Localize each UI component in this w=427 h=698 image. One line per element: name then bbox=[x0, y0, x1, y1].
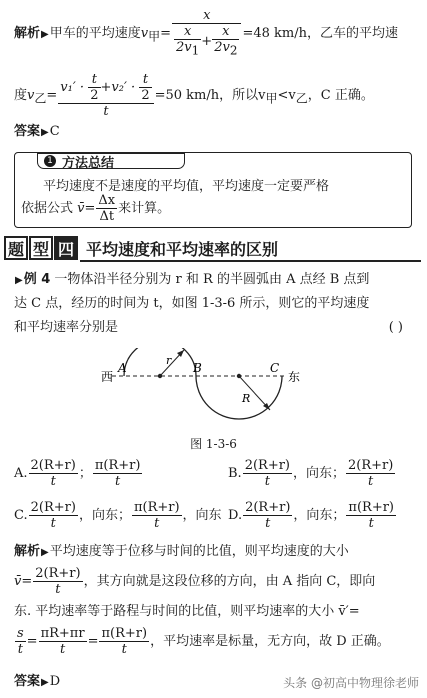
example-line1: ▶例 4 一物体沿半径分别为 r 和 R 的半圆弧由 A 点经 B 点到 bbox=[15, 272, 370, 287]
label-r: r bbox=[166, 354, 172, 367]
option-D[interactable]: D. $\frac{2(R+r)}{t}$ ，向东； $\frac{\pi(R+r)}{t}$ bbox=[228, 500, 395, 531]
label-B: B bbox=[193, 361, 202, 375]
triangle-icon: ▶ bbox=[15, 275, 23, 286]
option-A[interactable]: A. $\frac{2(R+r)}{t}$ ； $\frac{\pi(R+r)}{t}$ bbox=[14, 458, 141, 489]
answer1: 答案▶C bbox=[14, 124, 60, 139]
solution2-line2: v̄= $\frac{2(R+r)}{t}$ ，其方向就是这段位移的方向，由 A 指向 C，即向 bbox=[14, 566, 376, 597]
figure-1-3-6 bbox=[96, 348, 316, 448]
answer2: 答案▶D bbox=[14, 674, 61, 689]
label-west: 西 bbox=[101, 370, 114, 384]
figure-caption: 图 1-3-6 bbox=[190, 437, 237, 451]
label-A: A bbox=[118, 361, 127, 375]
solution1-line1: 解析▶甲车的平均速度$v_甲=$ x $\frac{x}{2v_1}$ + $\frac{x}{2v_2}$ =48 km/h，乙车的平均速 bbox=[14, 8, 398, 58]
section-rule bbox=[80, 260, 421, 262]
label-east: 东 bbox=[288, 370, 301, 384]
solution2-line4: $\frac{s}{t}$ = $\frac{\pi R+\pi r}{t}$ = $\frac{\pi(R+r)}{t}$ ，平均速率是标量，无方向，故 D 正确。 bbox=[17, 626, 390, 657]
example-line3: 和平均速率分别是 ( ) bbox=[14, 320, 403, 335]
method-line2: 依据公式 v̄= $\frac{\Delta x}{\Delta t}$ 来计算。 bbox=[21, 193, 171, 224]
triangle-icon: ▶ bbox=[41, 127, 49, 138]
method-summary-box bbox=[14, 152, 412, 228]
method-summary-title: 方法总结 bbox=[62, 155, 115, 171]
triangle-icon: ▶ bbox=[41, 28, 49, 40]
option-C[interactable]: C. $\frac{2(R+r)}{t}$ ，向东； $\frac{\pi(R+r)}{t}$ ，向东 bbox=[14, 500, 222, 531]
small-arc bbox=[124, 348, 196, 376]
badge-icon: 1 bbox=[44, 155, 56, 167]
large-arc bbox=[196, 376, 282, 419]
option-B[interactable]: B. $\frac{2(R+r)}{t}$ ，向东； $\frac{2(R+r)}{t}$ bbox=[228, 458, 394, 489]
fraction: v₁′ · $\frac{t}{2}$ +v₂′ · $\frac{t}{2}$ t bbox=[58, 72, 153, 119]
watermark: 头条 @初高中物理徐老师 bbox=[283, 676, 419, 690]
section-title: 平均速度和平均速率的区别 bbox=[86, 240, 279, 259]
label-R: R bbox=[242, 392, 251, 405]
fraction: x $\frac{x}{2v_1}$ + $\frac{x}{2v_2}$ bbox=[172, 8, 241, 59]
method-summary-tab bbox=[37, 152, 185, 169]
solution-label: 解析 bbox=[14, 25, 41, 41]
answer-paren: ( ) bbox=[388, 320, 403, 335]
solution2-line1: 解析▶平均速度等于位移与时间的比值，则平均速度的大小 bbox=[14, 544, 349, 559]
method-line1: 平均速度不是速度的平均值，平均速度一定要严格 bbox=[43, 179, 330, 194]
solution2-line3: 东. 平均速率等于路程与时间的比值，则平均速率的大小 v̄′= bbox=[14, 604, 360, 619]
example-line2: 达 C 点，经历的时间为 t，如图 1-3-6 所示，则它的平均速度 bbox=[14, 296, 370, 311]
solution1-line2: 度$v_乙=$ v₁′ · $\frac{t}{2}$ +v₂′ · $\frac{t}{2}$ t =50 km/h，所以$v_甲<v_乙$，C 正确。 bbox=[14, 72, 374, 119]
triangle-icon: ▶ bbox=[41, 677, 49, 688]
label-C: C bbox=[270, 361, 280, 375]
section-heading: 题 型 四 平均速度和平均速率的区别 bbox=[0, 233, 427, 263]
triangle-icon: ▶ bbox=[41, 547, 49, 558]
